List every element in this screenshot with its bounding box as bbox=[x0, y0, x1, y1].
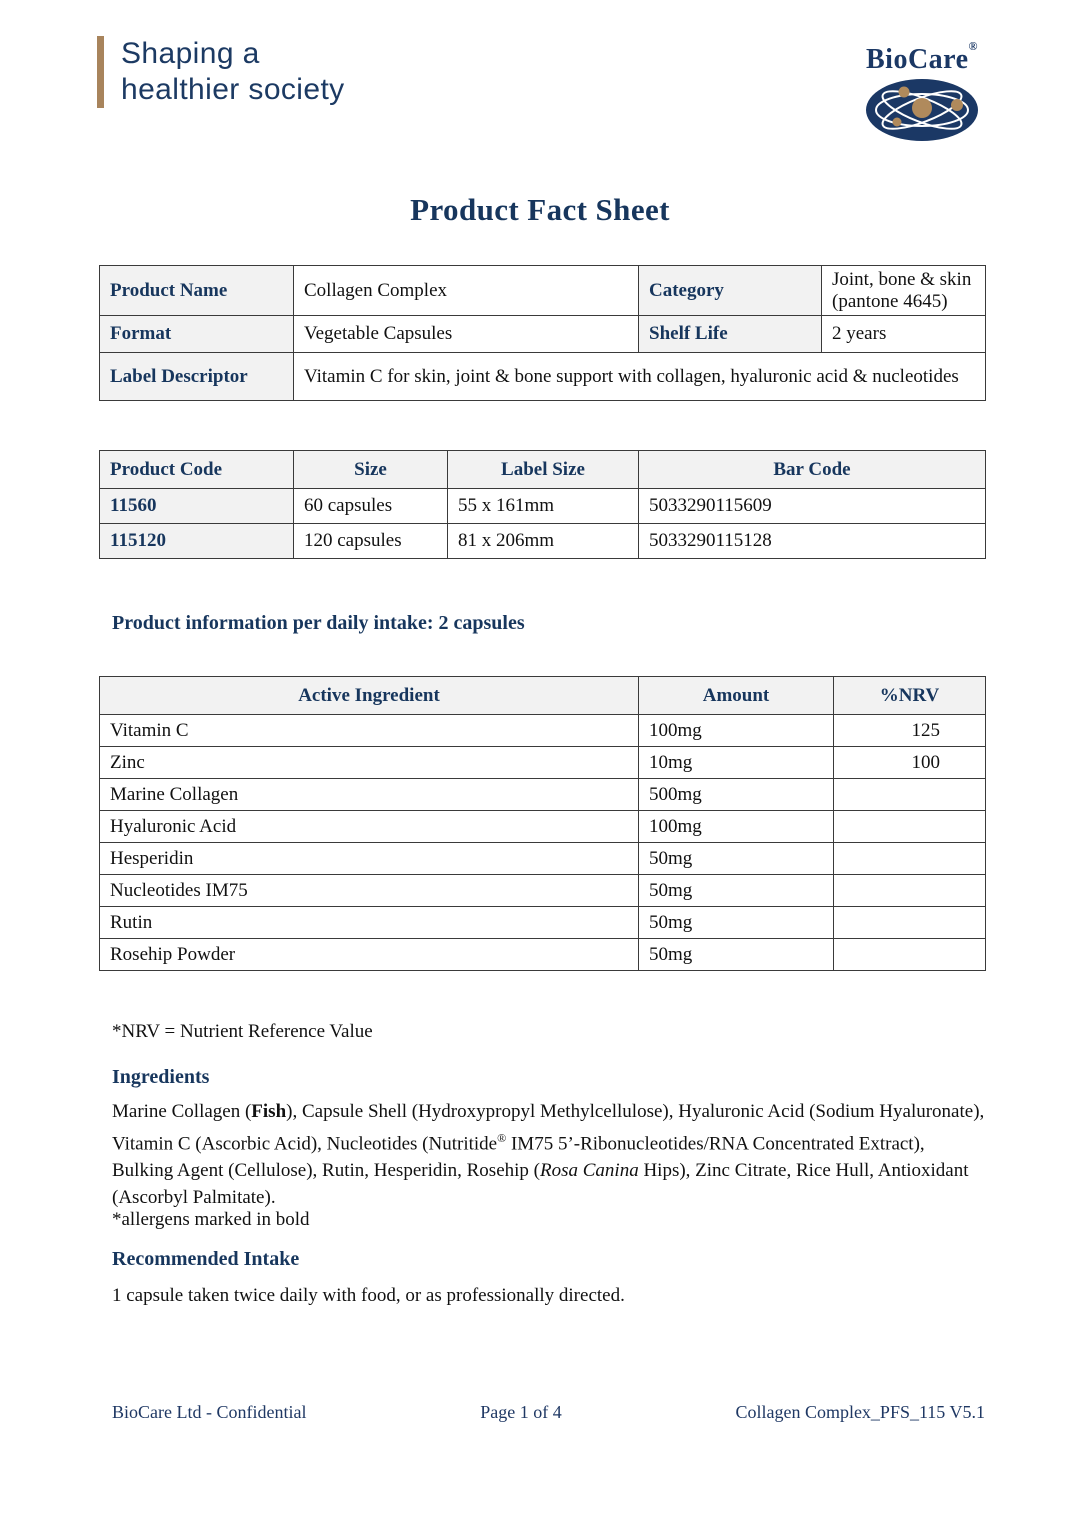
nrv-note: *NRV = Nutrient Reference Value bbox=[112, 1021, 373, 1042]
category-label: Category bbox=[639, 266, 822, 316]
shelf-life-value: 2 years bbox=[822, 316, 986, 353]
ingredient-nrv bbox=[834, 811, 986, 843]
table-header-row bbox=[100, 451, 986, 489]
ingredient-name: Rosehip Powder bbox=[100, 939, 639, 971]
active-ingredients-table bbox=[99, 676, 986, 971]
label-descriptor-label: Label Descriptor bbox=[100, 353, 294, 401]
registered-trademark-icon: ® bbox=[497, 1131, 507, 1145]
table-header-row bbox=[100, 677, 986, 715]
table-row bbox=[100, 779, 986, 811]
ingredient-nrv: 100 bbox=[834, 747, 986, 779]
ingredient-name: Zinc bbox=[100, 747, 639, 779]
footer-confidential: BioCare Ltd - Confidential bbox=[112, 1402, 307, 1422]
footer-page-number: Page 1 of 4 bbox=[480, 1402, 562, 1422]
format-label: Format bbox=[100, 316, 294, 353]
table-row bbox=[100, 843, 986, 875]
label-size-header: Label Size bbox=[448, 451, 639, 489]
ingredient-amount: 100mg bbox=[639, 715, 834, 747]
product-codes-table bbox=[99, 450, 986, 559]
label-size-value: 81 x 206mm bbox=[448, 524, 639, 559]
table-row bbox=[100, 811, 986, 843]
ingredients-text-part: IM75 5’-Ribonucleotides/RNA Concentrated Extract), Bulking Agent (Cellulose), Rutin, Hesperidin, Rosehip ( bbox=[112, 1133, 925, 1182]
table-row bbox=[100, 875, 986, 907]
product-code-value: 115120 bbox=[100, 524, 294, 559]
daily-intake-heading: Product information per daily intake: 2 capsules bbox=[112, 612, 525, 634]
recommended-intake-text: 1 capsule taken twice daily with food, or as professionally directed. bbox=[112, 1285, 625, 1306]
ingredient-nrv bbox=[834, 843, 986, 875]
format-value: Vegetable Capsules bbox=[294, 316, 639, 353]
atom-orbit-icon bbox=[864, 78, 980, 142]
table-row bbox=[100, 907, 986, 939]
ingredient-amount: 500mg bbox=[639, 779, 834, 811]
ingredients-text-part: Hips), Zinc Citrate, Rice Hull, Antioxidant (Ascorbyl Palmitate). bbox=[112, 1160, 969, 1209]
table-row bbox=[100, 353, 986, 401]
nrv-header: %NRV bbox=[834, 677, 986, 715]
product-info-table bbox=[99, 265, 986, 401]
ingredients-text-part: ), Capsule Shell (Hydroxypropyl Methylcellulose), Hyaluronic Acid (Sodium Hyaluronate), Vitamin C (Ascorbic Acid), Nucleotides (Nutritide bbox=[112, 1101, 985, 1155]
ingredient-nrv bbox=[834, 875, 986, 907]
ingredient-name: Nucleotides IM75 bbox=[100, 875, 639, 907]
bar-code-value: 5033290115128 bbox=[639, 524, 986, 559]
table-row bbox=[100, 316, 986, 353]
ingredient-amount: 10mg bbox=[639, 747, 834, 779]
page-title: Product Fact Sheet bbox=[410, 192, 670, 227]
ingredient-nrv bbox=[834, 907, 986, 939]
ingredients-text bbox=[112, 1098, 985, 1211]
product-code-value: 11560 bbox=[100, 489, 294, 524]
ingredient-name: Rutin bbox=[100, 907, 639, 939]
ingredient-name: Vitamin C bbox=[100, 715, 639, 747]
ingredient-name: Marine Collagen bbox=[100, 779, 639, 811]
footer-document-id: Collagen Complex_PFS_115 V5.1 bbox=[735, 1402, 985, 1422]
product-name-value: Collagen Complex bbox=[294, 266, 639, 316]
label-descriptor-value: Vitamin C for skin, joint & bone support with collagen, hyaluronic acid & nucleotides bbox=[294, 353, 986, 401]
ingredient-amount: 50mg bbox=[639, 875, 834, 907]
logo-text: BioCare bbox=[866, 44, 969, 75]
size-value: 60 capsules bbox=[294, 489, 448, 524]
ingredient-amount: 50mg bbox=[639, 843, 834, 875]
product-name-label: Product Name bbox=[100, 266, 294, 316]
tagline-line-1: Shaping a bbox=[121, 37, 260, 70]
table-row bbox=[100, 747, 986, 779]
ingredient-amount: 50mg bbox=[639, 907, 834, 939]
allergen-bold: Fish bbox=[251, 1101, 287, 1122]
category-value: Joint, bone & skin (pantone 4645) bbox=[822, 266, 986, 316]
latin-name-italic: Rosa Canina bbox=[540, 1160, 639, 1182]
tagline-line-2: healthier society bbox=[121, 73, 345, 106]
page-footer bbox=[112, 1402, 985, 1423]
recommended-intake-heading: Recommended Intake bbox=[112, 1248, 300, 1270]
biocare-logo bbox=[842, 30, 1002, 147]
table-row bbox=[100, 266, 986, 316]
ingredient-name: Hesperidin bbox=[100, 843, 639, 875]
ingredient-amount: 50mg bbox=[639, 939, 834, 971]
ingredient-amount: 100mg bbox=[639, 811, 834, 843]
product-code-header: Product Code bbox=[100, 451, 294, 489]
shelf-life-label: Shelf Life bbox=[639, 316, 822, 353]
biocare-logo-wordmark bbox=[842, 30, 1002, 76]
ingredient-nrv bbox=[834, 939, 986, 971]
amount-header: Amount bbox=[639, 677, 834, 715]
allergen-note: *allergens marked in bold bbox=[112, 1209, 310, 1230]
ingredients-heading: Ingredients bbox=[112, 1066, 210, 1088]
page-header bbox=[97, 36, 1002, 147]
label-size-value: 55 x 161mm bbox=[448, 489, 639, 524]
ingredients-text-part: Marine Collagen ( bbox=[112, 1101, 252, 1122]
ingredient-name: Hyaluronic Acid bbox=[100, 811, 639, 843]
bar-code-value: 5033290115609 bbox=[639, 489, 986, 524]
size-value: 120 capsules bbox=[294, 524, 448, 559]
table-row bbox=[100, 489, 986, 524]
table-row bbox=[100, 524, 986, 559]
registered-trademark-icon: ® bbox=[968, 39, 978, 53]
size-header: Size bbox=[294, 451, 448, 489]
table-row bbox=[100, 939, 986, 971]
table-row bbox=[100, 715, 986, 747]
brand-tagline bbox=[97, 36, 345, 108]
active-ingredient-header: Active Ingredient bbox=[100, 677, 639, 715]
bar-code-header: Bar Code bbox=[639, 451, 986, 489]
ingredient-nrv bbox=[834, 779, 986, 811]
ingredient-nrv: 125 bbox=[834, 715, 986, 747]
